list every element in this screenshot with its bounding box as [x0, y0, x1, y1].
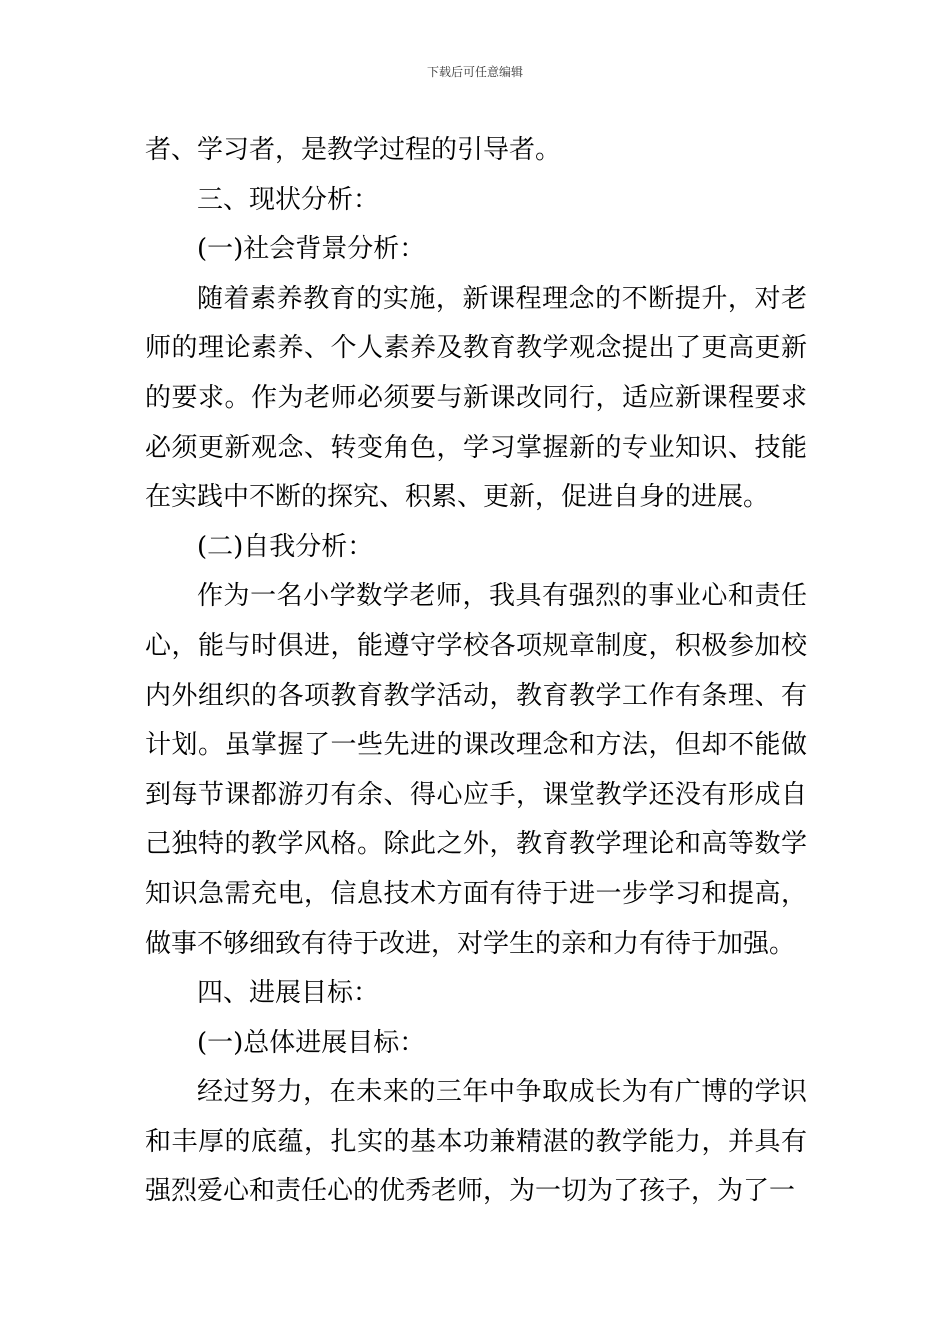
subheading-self-analysis: (二)自我分析：	[197, 531, 374, 562]
subheading-social-background: (一)社会背景分析：	[197, 234, 426, 265]
paragraph-continuation: 者、学习者，是教学过程的引导者。	[145, 135, 562, 165]
document-body	[145, 126, 807, 1217]
subheading-overall-goals: (一)总体进展目标：	[197, 1027, 426, 1058]
paragraph-social-background: 随着素养教育的实施，新课程理念的不断提升，对老师的理论素养、个人素养及教育教学观念提出了更高更新的要求。作为老师必须要与新课改同行，适应新课程要求必须更新观念、转变角色，学习掌握新的专业知识、技能在实践中不断的探究、积累、更新，促进自身的进展。	[145, 283, 807, 513]
section-heading-status-analysis: 三、现状分析：	[197, 184, 380, 215]
paragraph-overall-goals: 经过努力，在未来的三年中争取成长为有广博的学识和丰厚的底蕴，扎实的基本功兼精湛的教学能力，并具有强烈爱心和责任心的优秀老师，为一切为了孩子，为了一	[145, 1077, 807, 1207]
paragraph-self-analysis: 作为一名小学数学老师，我具有强烈的事业心和责任心，能与时俱进，能遵守学校各项规章制度，积极参加校内外组织的各项教育教学活动，教育教学工作有条理、有计划。虽掌握了一些先进的课改理念和方法，但却不能做到每节课都游刃有余、得心应手，课堂教学还没有形成自己独特的教学风格。除此之外，教育教学理论和高等数学知识急需充电，信息技术方面有待于进一步学习和提高，做事不够细致有待于改进，对学生的亲和力有待于加强。	[145, 581, 807, 959]
page-header: 下载后可任意编辑	[426, 65, 523, 79]
section-heading-development-goals: 四、进展目标：	[197, 978, 380, 1009]
